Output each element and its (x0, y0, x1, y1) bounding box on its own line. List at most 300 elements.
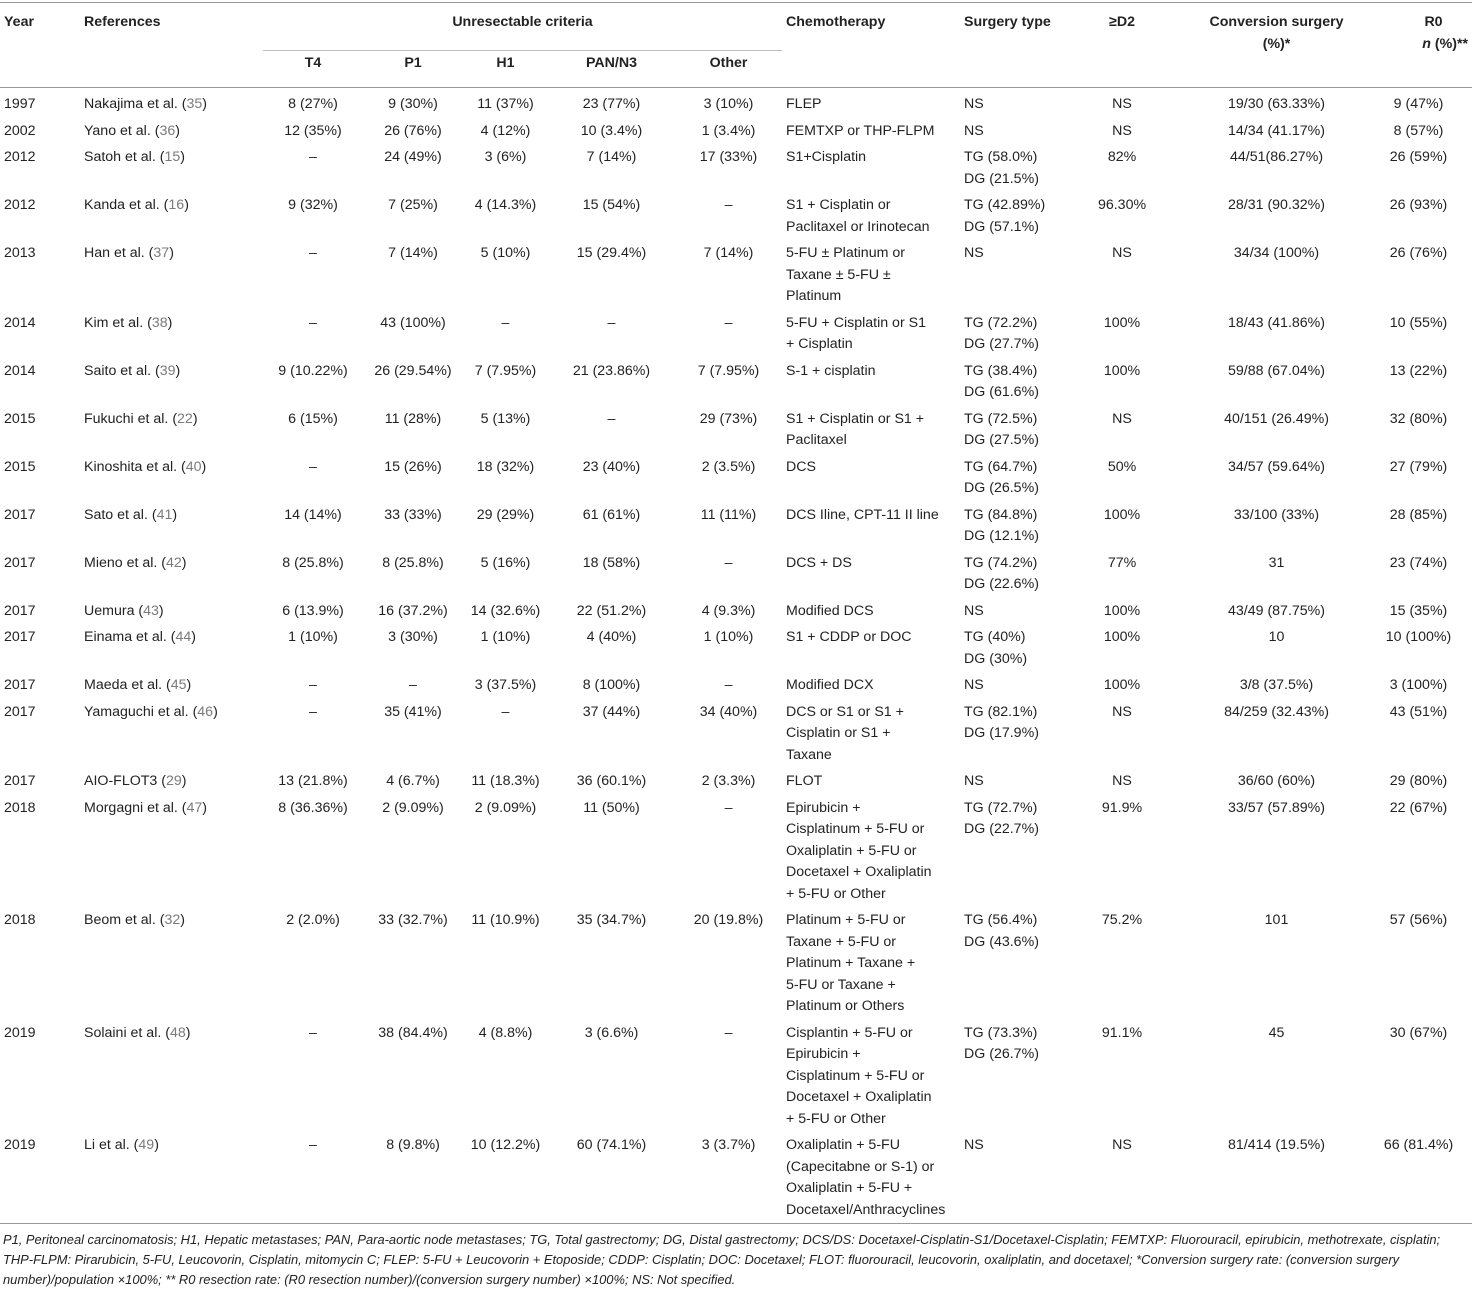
cell-d2: NS (1112, 703, 1132, 720)
cell-chemotherapy (782, 88, 960, 118)
table-footnote: P1, Peritoneal carcinomatosis; H1, Hepatic metastases; PAN, Para-aortic node metastases; TG, Total gastrectomy; DG, Distal gastrectomy; DCS/DS: Docetaxel-Cisplatin-S1/Docetaxel-Cisplatin; FEMTXP: Fluorouracil, epirubicin, methotrexate, cisplatin; THP-FLPM: Pirarubicin, 5-FU, Leucovorin, Cisplatin, mitomycin C; FLEP: 5-FU + Leucovorin + Etoposide; CDDP: Cisplatin; DOC: Docetaxel; FLOT: fluorouracil, leucovorin, oxaliplatin, and docetaxel; *Conversion surgery rate: (conversion surgery number)/population ×100%; ** R0 resection rate: (R0 resection number)/(conversion surgery number) ×100%; NS: Not specified. (3, 1232, 1441, 1287)
cell-chemotherapy (782, 240, 960, 310)
cell-h1: 2 (9.09%) (474, 799, 537, 816)
cell-chemotherapy-line: Taxane (786, 746, 832, 763)
cell-year: 2002 (4, 122, 36, 139)
cell-chemotherapy-line: Paclitaxel or Irinotecan (786, 218, 930, 235)
cell-pan-n3: 23 (40%) (582, 458, 641, 475)
cell-d2: 82% (1107, 149, 1137, 165)
cell-other: – (724, 197, 733, 213)
cell-d2: NS (1112, 410, 1132, 427)
cell-surgery-type (960, 907, 1056, 1020)
cell-pan-n3: 23 (77%) (582, 96, 641, 112)
cell-r0: 28 (85%) (1389, 506, 1448, 523)
cell-conversion-surgery: 34/34 (100%) (1233, 245, 1320, 261)
cell-t4: 12 (35%) (284, 122, 342, 139)
cell-chemotherapy-line: Modified DCX (786, 677, 874, 693)
cell-surgery-type-line: DG (22.6%) (964, 576, 1039, 592)
header-surgery-type: Surgery type (964, 14, 1051, 30)
cell-conversion-surgery: 28/31 (90.32%) (1228, 197, 1326, 213)
citation-link[interactable]: 42 (166, 554, 182, 571)
cell-year: 2015 (4, 410, 36, 427)
citation-link[interactable]: 22 (177, 410, 193, 427)
cell-year: 2017 (4, 602, 36, 619)
cell-surgery-type-line: DG (12.1%) (964, 528, 1039, 544)
cell-pan-n3: – (607, 410, 616, 427)
citation-link[interactable]: 43 (143, 602, 159, 619)
cell-p1: 9 (30%) (388, 96, 438, 112)
cell-other: 20 (19.8%) (693, 912, 764, 928)
reference-author: Kinoshita et al. ( (84, 458, 186, 475)
cell-surgery-type-line: DG (27.7%) (964, 336, 1039, 352)
reference-close-paren: ) (172, 506, 178, 523)
cell-conversion-surgery: 40/151 (26.49%) (1224, 410, 1329, 427)
cell-d2: 100% (1103, 362, 1141, 379)
cell-chemotherapy-line: Docetaxel/Anthracyclines (786, 1201, 946, 1218)
cell-surgery-type (960, 118, 1056, 145)
table-body (0, 88, 1472, 1224)
cell-r0: 27 (79%) (1389, 458, 1448, 475)
cell-chemotherapy (782, 358, 960, 406)
cell-surgery-type-line: TG (72.5%) (964, 410, 1038, 427)
header-t4: T4 (304, 55, 322, 71)
reference-close-paren: ) (180, 149, 185, 165)
citation-link[interactable]: 48 (169, 1024, 186, 1041)
cell-pan-n3: 37 (44%) (582, 703, 641, 720)
reference-close-paren: ) (181, 773, 187, 789)
cell-year: 2017 (4, 703, 36, 720)
cell-year: 2018 (4, 799, 36, 816)
cell-year: 2014 (4, 314, 36, 331)
cell-h1: 29 (29%) (476, 506, 535, 523)
cell-reference (80, 192, 263, 240)
cell-year: 2014 (4, 362, 36, 379)
cell-chemotherapy-line: DCS Iline, CPT-11 II line (786, 506, 939, 523)
cell-conversion-surgery: 34/57 (59.64%) (1228, 458, 1326, 475)
reference-author: AIO-FLOT3 ( (84, 773, 166, 789)
header-h1: H1 (496, 55, 515, 71)
cell-reference (80, 406, 263, 454)
table-row (0, 795, 1472, 908)
reference-close-paren: ) (213, 703, 218, 720)
cell-pan-n3: 15 (54%) (582, 197, 641, 213)
cell-other: 4 (9.3%) (701, 602, 756, 619)
cell-r0: 26 (93%) (1389, 197, 1448, 213)
table-row (0, 88, 1472, 118)
cell-t4: – (309, 1137, 317, 1153)
reference-author: Beom et al. ( (84, 912, 165, 928)
cell-h1: – (501, 703, 510, 720)
cell-h1: 14 (32.6%) (470, 602, 541, 619)
cell-t4: – (309, 458, 317, 475)
table-row (0, 624, 1472, 672)
cell-conversion-surgery: 81/414 (19.5%) (1228, 1137, 1326, 1153)
reference-close-paren: ) (181, 554, 187, 571)
cell-chemotherapy (782, 907, 960, 1020)
cell-reference (80, 144, 263, 192)
cell-conversion-surgery: 33/100 (33%) (1233, 506, 1320, 523)
citation-link[interactable]: 35 (186, 96, 203, 112)
cell-chemotherapy-line: Oxaliplatin + 5-FU + (786, 1180, 913, 1196)
cell-d2: 100% (1103, 677, 1141, 693)
cell-other: 11 (11%) (700, 506, 757, 523)
cell-surgery-type-line: TG (38.4%) (964, 362, 1038, 379)
cell-surgery-type-line: DG (43.6%) (964, 933, 1039, 950)
cell-conversion-surgery: 31 (1268, 554, 1285, 571)
cell-reference (80, 1132, 263, 1224)
cell-h1: 4 (14.3%) (474, 197, 537, 213)
cell-chemotherapy (782, 672, 960, 699)
citation-link[interactable]: 45 (170, 677, 187, 693)
cell-surgery-type-line: TG (84.8%) (964, 506, 1038, 523)
cell-year: 1997 (4, 96, 36, 112)
cell-r0: 26 (76%) (1389, 245, 1448, 261)
cell-chemotherapy-line: S1 + Cisplatin or S1 + (786, 410, 925, 427)
cell-pan-n3: 3 (6.6%) (584, 1024, 639, 1041)
citation-link[interactable]: 47 (186, 799, 203, 816)
cell-t4: 8 (27%) (288, 96, 338, 112)
header-r0-label: R0 (1424, 14, 1443, 30)
reference-close-paren: ) (180, 912, 185, 928)
cell-chemotherapy-line: S-1 + cisplatin (786, 362, 876, 379)
cell-surgery-type-line: DG (22.7%) (964, 821, 1039, 837)
header-r0-n: n (1422, 35, 1431, 52)
cell-r0: 43 (51%) (1389, 703, 1448, 720)
cell-pan-n3: 18 (58%) (582, 554, 641, 571)
cell-chemotherapy-line: Cisplatinum + 5-FU or (786, 821, 925, 837)
cell-p1: 16 (37.2%) (378, 602, 448, 619)
header-year: Year (4, 14, 34, 30)
citation-link[interactable]: 36 (159, 122, 176, 139)
cell-chemotherapy-line: + Cisplatin (786, 336, 853, 352)
cell-conversion-surgery: 101 (1264, 912, 1289, 928)
reference-close-paren: ) (202, 96, 208, 112)
cell-d2: 91.9% (1101, 799, 1143, 816)
cell-h1: 4 (8.8%) (478, 1024, 533, 1041)
cell-surgery-type-line: TG (40%) (964, 629, 1026, 645)
cell-surgery-type-line: DG (21.5%) (964, 170, 1039, 187)
cell-reference (80, 358, 263, 406)
table-row (0, 118, 1472, 145)
cell-other: 17 (33%) (699, 149, 758, 165)
cell-other: 3 (3.7%) (701, 1137, 756, 1153)
cell-h1: 5 (10%) (480, 245, 531, 261)
cell-year: 2013 (4, 245, 36, 261)
cell-d2: 91.1% (1101, 1024, 1143, 1041)
cell-other: – (724, 554, 733, 571)
cell-other: 29 (73%) (699, 410, 758, 427)
cell-p1: 8 (9.8%) (386, 1137, 440, 1153)
cell-h1: 1 (10%) (480, 629, 531, 645)
cell-t4: 1 (10%) (288, 629, 338, 645)
cell-conversion-surgery: 3/8 (37.5%) (1239, 677, 1314, 693)
cell-chemotherapy-line: S1+Cisplatin (786, 149, 867, 165)
cell-year: 2017 (4, 554, 36, 571)
cell-d2: NS (1112, 245, 1132, 261)
cell-p1: 4 (6.7%) (386, 773, 440, 789)
cell-surgery-type-line: TG (42.89%) (964, 197, 1046, 213)
reference-author: Einama et al. ( (84, 629, 176, 645)
table-row (0, 672, 1472, 699)
cell-h1: 11 (37%) (477, 96, 534, 112)
cell-reference (80, 598, 263, 625)
cell-surgery-type-line: NS (964, 677, 984, 693)
cell-other: 2 (3.5%) (701, 458, 756, 475)
cell-h1: 11 (10.9%) (471, 912, 540, 928)
cell-chemotherapy-line: FLOT (786, 773, 823, 789)
table-row (0, 502, 1472, 550)
cell-year: 2019 (4, 1137, 36, 1153)
table-row (0, 358, 1472, 406)
cell-reference (80, 454, 263, 502)
reference-close-paren: ) (185, 1024, 191, 1041)
cell-h1: – (501, 314, 510, 331)
reference-author: Maeda et al. ( (84, 677, 171, 693)
cell-other: 3 (10%) (703, 96, 754, 112)
cell-chemotherapy-line: + 5-FU or Other (786, 885, 886, 902)
cell-h1: 3 (37.5%) (474, 677, 537, 693)
cell-chemotherapy (782, 406, 960, 454)
citation-link[interactable]: 29 (165, 773, 182, 789)
citation-link[interactable]: 39 (159, 362, 176, 379)
citation-link[interactable]: 49 (138, 1137, 155, 1153)
cell-reference (80, 624, 263, 672)
cell-pan-n3: – (607, 314, 616, 331)
cell-d2: NS (1112, 122, 1132, 139)
cell-p1: – (409, 677, 417, 693)
cell-h1: 7 (7.95%) (474, 362, 537, 379)
cell-conversion-surgery: 59/88 (67.04%) (1228, 362, 1326, 379)
cell-t4: 8 (36.36%) (278, 799, 348, 816)
header-chemotherapy: Chemotherapy (786, 14, 886, 30)
reference-close-paren: ) (167, 314, 173, 331)
header-r0-percent: (%)** (1430, 35, 1469, 52)
cell-reference (80, 118, 263, 145)
cell-conversion-surgery: 10 (1268, 629, 1285, 645)
cell-other: 7 (7.95%) (697, 362, 760, 379)
cell-surgery-type (960, 1132, 1056, 1224)
reference-author: Satoh et al. ( (84, 149, 165, 165)
cell-chemotherapy-line: FLEP (786, 96, 822, 112)
cell-chemotherapy-line: Oxaliplatin + 5-FU (786, 1137, 900, 1153)
cell-reference (80, 550, 263, 598)
cell-surgery-type (960, 672, 1056, 699)
cell-pan-n3: 21 (23.86%) (572, 362, 651, 379)
cell-surgery-type-line: NS (964, 96, 984, 112)
cell-other: 1 (10%) (703, 629, 754, 645)
cell-p1: 33 (33%) (384, 506, 442, 523)
reference-author: Fukuchi et al. ( (84, 410, 178, 427)
reference-close-paren: ) (158, 602, 164, 619)
cell-t4: – (309, 1024, 317, 1041)
header-r0 (1365, 3, 1472, 88)
header-row-1 (0, 3, 1472, 51)
cell-h1: 18 (32%) (476, 458, 535, 475)
reference-close-paren: ) (186, 677, 192, 693)
citation-link[interactable]: 32 (164, 912, 181, 928)
cell-reference (80, 88, 263, 118)
cell-chemotherapy-line: Modified DCS (786, 602, 874, 619)
table-row (0, 240, 1472, 310)
reference-author: Solaini et al. ( (84, 1024, 170, 1041)
cell-pan-n3: 7 (14%) (586, 149, 637, 165)
cell-year: 2018 (4, 912, 36, 928)
cell-conversion-surgery: 45 (1268, 1024, 1285, 1041)
cell-chemotherapy (782, 1020, 960, 1133)
cell-surgery-type (960, 624, 1056, 672)
cell-d2: NS (1112, 1137, 1132, 1153)
reference-author: Saito et al. ( (84, 362, 160, 379)
cell-chemotherapy (782, 768, 960, 795)
cell-r0: 22 (67%) (1389, 799, 1448, 816)
cell-surgery-type-line: TG (64.7%) (964, 458, 1038, 475)
cell-surgery-type-line: TG (82.1%) (964, 703, 1038, 720)
cell-r0: 8 (57%) (1393, 122, 1444, 139)
cell-reference (80, 1020, 263, 1133)
cell-chemotherapy-line: 5-FU ± Platinum or (786, 245, 905, 261)
cell-surgery-type-line: DG (30%) (964, 650, 1028, 667)
citation-link[interactable]: 38 (151, 314, 168, 331)
citation-link[interactable]: 15 (164, 149, 181, 165)
cell-surgery-type-line: DG (27.5%) (964, 432, 1039, 448)
cell-surgery-type-line: DG (26.5%) (964, 480, 1039, 496)
reference-author: Yano et al. ( (84, 122, 160, 139)
cell-year: 2012 (4, 197, 36, 213)
cell-r0: 15 (35%) (1389, 602, 1448, 619)
reference-author: Yamaguchi et al. ( (84, 703, 198, 720)
header-pan-n3: PAN/N3 (586, 55, 637, 71)
table-row (0, 768, 1472, 795)
cell-chemotherapy (782, 118, 960, 145)
cell-surgery-type (960, 310, 1056, 358)
table-row (0, 1132, 1472, 1224)
cell-other: – (724, 314, 733, 331)
cell-h1: 4 (12%) (480, 122, 531, 139)
cell-chemotherapy-line: FEMTXP or THP-FLPM (786, 122, 935, 139)
cell-chemotherapy (782, 192, 960, 240)
cell-r0: 66 (81.4%) (1383, 1137, 1454, 1153)
cell-chemotherapy (782, 624, 960, 672)
cell-d2: 75.2% (1101, 912, 1143, 928)
cell-chemotherapy (782, 598, 960, 625)
cell-other: 2 (3.3%) (701, 773, 756, 789)
cell-chemotherapy-line: Paclitaxel (786, 432, 847, 448)
cell-pan-n3: 22 (51.2%) (576, 602, 647, 619)
cell-chemotherapy (782, 550, 960, 598)
citation-link[interactable]: 44 (175, 629, 192, 645)
cell-chemotherapy-line: DCS + DS (786, 554, 852, 571)
cell-surgery-type-line: NS (964, 773, 984, 789)
cell-pan-n3: 61 (61%) (582, 506, 641, 523)
cell-d2: 100% (1103, 602, 1141, 619)
header-d2: ≥D2 (1109, 14, 1135, 30)
cell-h1: 5 (13%) (480, 410, 531, 427)
reference-author: Uemura ( (84, 602, 144, 619)
reference-author: Kanda et al. ( (84, 197, 169, 213)
cell-t4: 6 (15%) (288, 410, 338, 427)
cell-chemotherapy (782, 699, 960, 769)
cell-chemotherapy-line: Epirubicin + (786, 799, 861, 816)
cell-conversion-surgery: 84/259 (32.43%) (1224, 703, 1329, 720)
cell-pan-n3: 11 (50%) (583, 799, 640, 816)
cell-reference (80, 907, 263, 1020)
cell-reference (80, 672, 263, 699)
reference-close-paren: ) (191, 629, 196, 645)
table-row (0, 406, 1472, 454)
citation-link[interactable]: 40 (185, 458, 202, 475)
cell-t4: 6 (13.9%) (282, 602, 344, 619)
reference-close-paren: ) (184, 197, 189, 213)
cell-surgery-type-line: NS (964, 245, 984, 261)
cell-reference (80, 502, 263, 550)
reference-author: Han et al. ( (84, 245, 154, 261)
citation-link[interactable]: 41 (156, 506, 173, 523)
cell-reference (80, 240, 263, 310)
cell-chemotherapy (782, 1132, 960, 1224)
table-row (0, 454, 1472, 502)
table-row (0, 1020, 1472, 1133)
table-row (0, 144, 1472, 192)
cell-r0: 30 (67%) (1389, 1024, 1448, 1041)
citation-link[interactable]: 37 (153, 245, 170, 261)
cell-year: 2017 (4, 629, 36, 645)
cell-other: 34 (40%) (699, 703, 758, 720)
cell-year: 2019 (4, 1024, 36, 1041)
cell-chemotherapy-line: Epirubicin + (786, 1046, 861, 1062)
cell-pan-n3: 8 (100%) (582, 677, 641, 693)
cell-surgery-type (960, 192, 1056, 240)
cell-year: 2017 (4, 773, 36, 789)
cell-conversion-surgery: 18/43 (41.86%) (1228, 314, 1326, 331)
cell-r0: 29 (80%) (1389, 773, 1448, 789)
cell-d2: 100% (1103, 506, 1141, 523)
cell-chemotherapy (782, 144, 960, 192)
cell-reference (80, 699, 263, 769)
cell-t4: 9 (32%) (288, 197, 338, 213)
reference-author: Nakajima et al. ( (84, 96, 187, 112)
cell-chemotherapy (782, 310, 960, 358)
cell-pan-n3: 4 (40%) (586, 629, 637, 645)
reference-close-paren: ) (202, 799, 208, 816)
cell-chemotherapy-line: (Capecitabne or S-1) or (786, 1158, 935, 1175)
reference-author: Sato et al. ( (84, 506, 157, 523)
cell-surgery-type (960, 795, 1056, 908)
citation-link[interactable]: 46 (197, 703, 214, 720)
cell-t4: – (309, 245, 317, 261)
cell-t4: 2 (2.0%) (286, 912, 340, 928)
cell-pan-n3: 35 (34.7%) (576, 912, 647, 928)
cell-surgery-type (960, 502, 1056, 550)
cell-p1: 15 (26%) (384, 458, 442, 475)
cell-p1: 35 (41%) (384, 703, 442, 720)
cell-chemotherapy-line: DCS or S1 or S1 + (786, 703, 904, 720)
cell-surgery-type (960, 550, 1056, 598)
cell-surgery-type-line: TG (72.2%) (964, 314, 1038, 331)
cell-pan-n3: 15 (29.4%) (576, 245, 647, 261)
cell-t4: – (309, 677, 317, 693)
data-table (0, 2, 1472, 1224)
cell-chemotherapy-line: Platinum + 5-FU or (786, 912, 906, 928)
citation-link[interactable]: 16 (168, 197, 185, 213)
cell-surgery-type-line: TG (73.3%) (964, 1024, 1038, 1041)
table-row (0, 192, 1472, 240)
cell-p1: 8 (25.8%) (382, 554, 444, 571)
cell-p1: 11 (28%) (384, 410, 442, 427)
cell-year: 2017 (4, 506, 36, 523)
cell-p1: 2 (9.09%) (382, 799, 444, 816)
cell-d2: 77% (1107, 554, 1137, 571)
cell-conversion-surgery: 33/57 (57.89%) (1228, 799, 1326, 816)
